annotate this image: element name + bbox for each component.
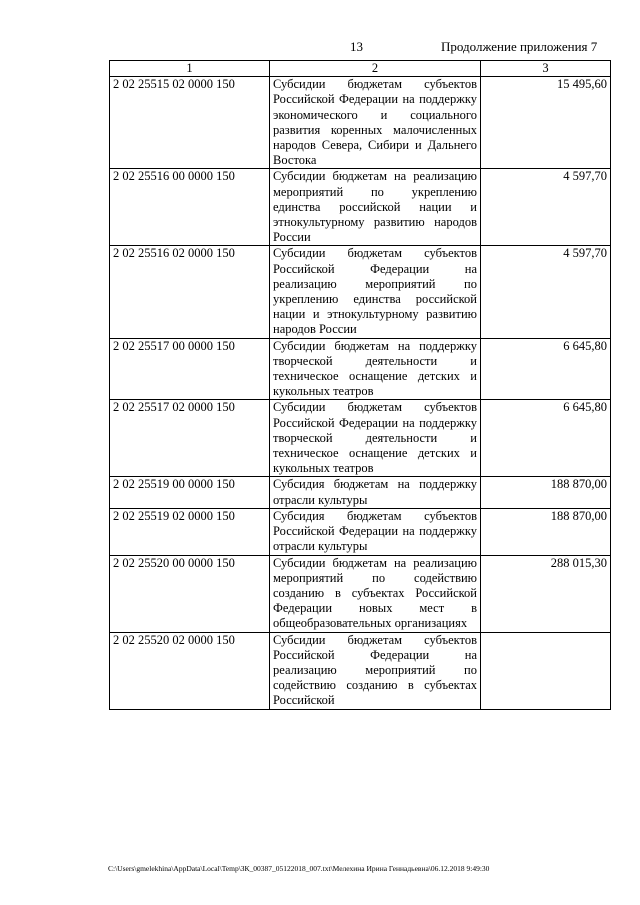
row-description: Субсидия бюджетам на поддержку отрасли культуры bbox=[270, 477, 481, 508]
row-code: 2 02 25519 02 0000 150 bbox=[110, 508, 270, 555]
row-amount: 6 645,80 bbox=[481, 338, 611, 400]
table-row bbox=[110, 555, 611, 632]
row-amount bbox=[481, 632, 611, 709]
column-number-row bbox=[110, 61, 611, 77]
row-description: Субсидии бюджетам субъектов Российской Федерации на поддержку творческой деятельности и техническое оснащение детских и кукольных театров bbox=[270, 400, 481, 477]
table-row bbox=[110, 169, 611, 246]
budget-table bbox=[109, 60, 611, 710]
row-code: 2 02 25519 00 0000 150 bbox=[110, 477, 270, 508]
continuation-caption: Продолжение приложения 7 bbox=[441, 39, 598, 54]
page-header bbox=[0, 39, 640, 55]
file-path-footer: C:\Users\gmelekhina\AppData\Local\Temp\ЗК_00387_05122018_007.txt\Мелехина Ирина Геннадьевна\06.12.2018 9:49:30 bbox=[108, 864, 490, 873]
row-description: Субсидия бюджетам субъектов Российской Федерации на поддержку отрасли культуры bbox=[270, 508, 481, 555]
row-description: Субсидии бюджетам субъектов Российской Федерации на реализацию мероприятий по укреплению единства российской нации и этнокультурному развитию народов России bbox=[270, 246, 481, 338]
row-code: 2 02 25516 00 0000 150 bbox=[110, 169, 270, 246]
table-row bbox=[110, 338, 611, 400]
column-number-1: 1 bbox=[110, 61, 270, 77]
table-row bbox=[110, 400, 611, 477]
row-amount: 188 870,00 bbox=[481, 477, 611, 508]
row-code: 2 02 25520 02 0000 150 bbox=[110, 632, 270, 709]
table-row bbox=[110, 477, 611, 508]
row-description: Субсидии бюджетам на реализацию мероприятий по укреплению единства российской нации и этнокультурному развитию народов России bbox=[270, 169, 481, 246]
row-amount: 288 015,30 bbox=[481, 555, 611, 632]
row-amount: 15 495,60 bbox=[481, 77, 611, 169]
row-code: 2 02 25515 02 0000 150 bbox=[110, 77, 270, 169]
table-row bbox=[110, 508, 611, 555]
row-description: Субсидии бюджетам субъектов Российской Федерации на реализацию мероприятий по содействию созданию в субъектах Российской bbox=[270, 632, 481, 709]
row-amount: 6 645,80 bbox=[481, 400, 611, 477]
column-number-2: 2 bbox=[270, 61, 481, 77]
row-amount: 4 597,70 bbox=[481, 169, 611, 246]
table-row bbox=[110, 77, 611, 169]
row-code: 2 02 25517 00 0000 150 bbox=[110, 338, 270, 400]
row-amount: 188 870,00 bbox=[481, 508, 611, 555]
table-row bbox=[110, 632, 611, 709]
row-amount: 4 597,70 bbox=[481, 246, 611, 338]
row-code: 2 02 25520 00 0000 150 bbox=[110, 555, 270, 632]
row-code: 2 02 25517 02 0000 150 bbox=[110, 400, 270, 477]
row-description: Субсидии бюджетам на поддержку творческой деятельности и техническое оснащение детских и кукольных театров bbox=[270, 338, 481, 400]
column-number-3: 3 bbox=[481, 61, 611, 77]
table-row bbox=[110, 246, 611, 338]
row-description: Субсидии бюджетам на реализацию мероприятий по содействию созданию в субъектах Российской Федерации новых мест в общеобразовательных организациях bbox=[270, 555, 481, 632]
page-number: 13 bbox=[350, 39, 363, 54]
row-code: 2 02 25516 02 0000 150 bbox=[110, 246, 270, 338]
row-description: Субсидии бюджетам субъектов Российской Федерации на поддержку экономического и социального развития коренных малочисленных народов Севера, Сибири и Дальнего Востока bbox=[270, 77, 481, 169]
